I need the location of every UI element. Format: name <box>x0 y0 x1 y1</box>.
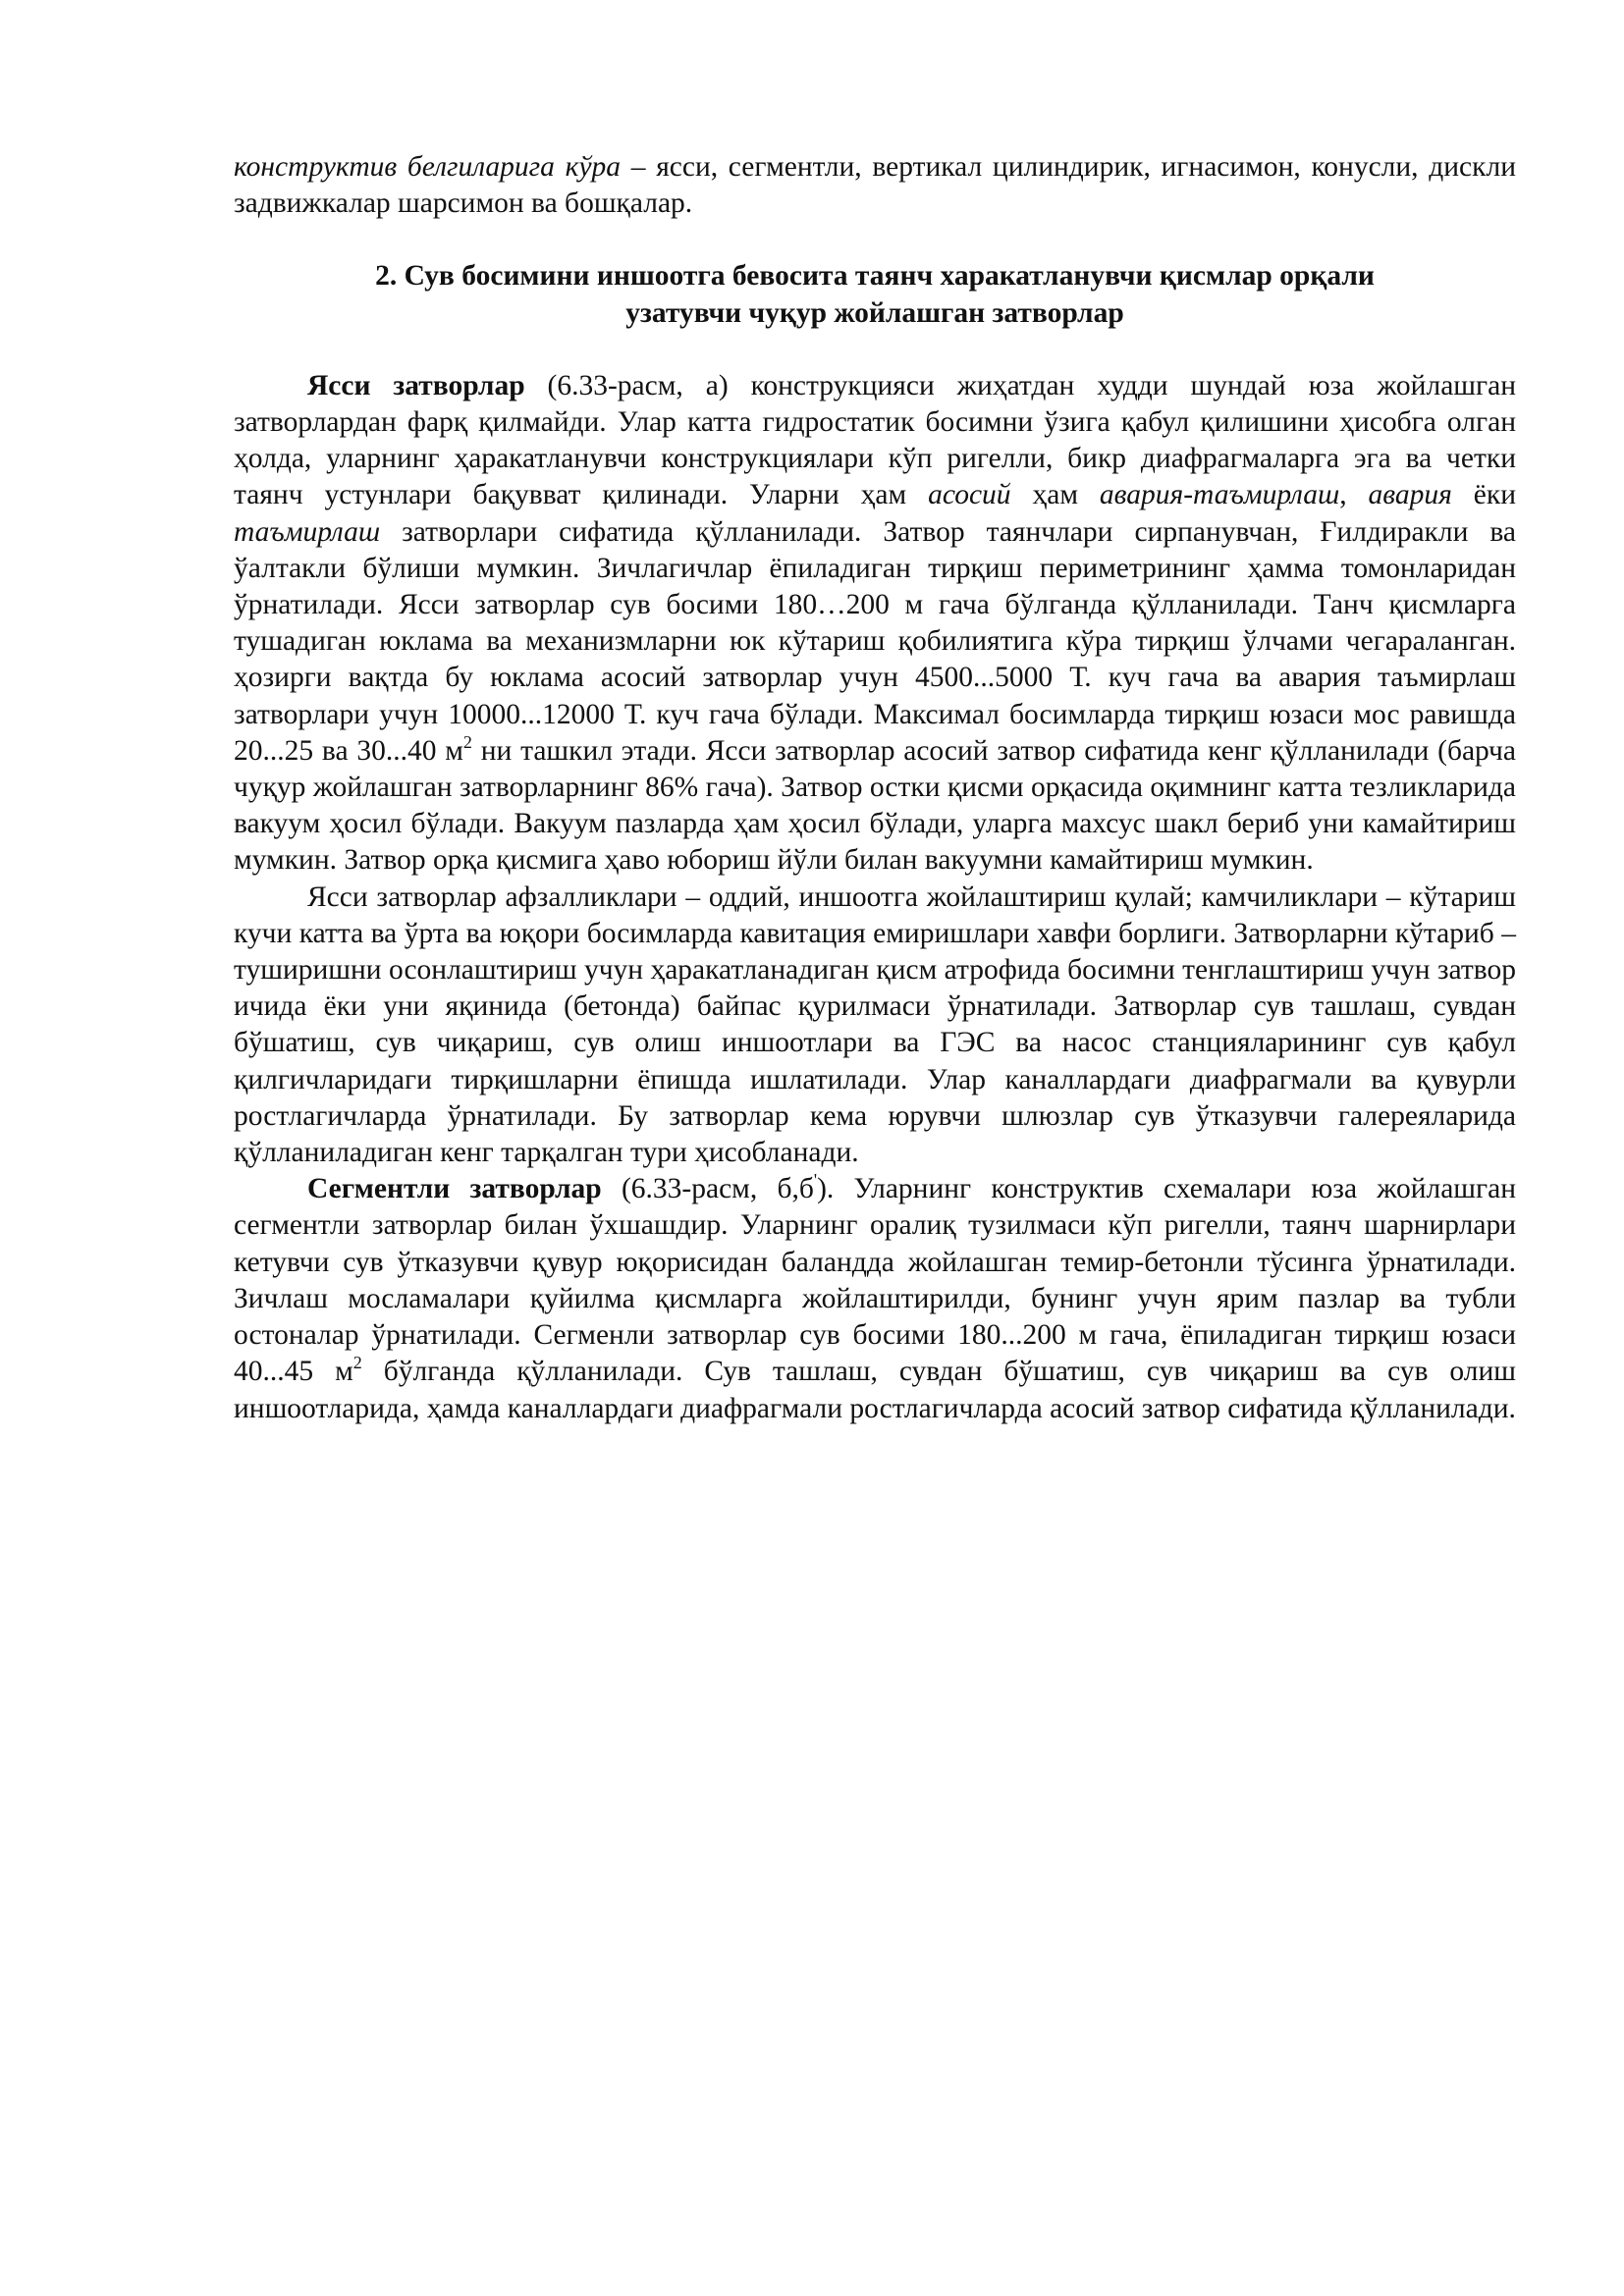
superscript-prime: ' <box>813 1170 818 1191</box>
document-page <box>234 149 1516 1427</box>
paragraph-segment-gates <box>234 1171 1516 1426</box>
flat-gates-italic-repair: таъмирлаш <box>234 515 381 548</box>
paragraph-flat-gates <box>234 368 1516 880</box>
intro-italic-lead: конструктив белгиларига кўра <box>234 151 622 183</box>
paragraph-flat-gates-advantages <box>234 880 1516 1172</box>
segment-gates-term: Сегментли затворлар <box>307 1173 602 1205</box>
flat-gates-text-2: ҳам <box>1010 479 1100 511</box>
section-heading <box>234 258 1516 331</box>
flat-gates-italic-emergency: авария <box>1368 479 1452 511</box>
intro-paragraph <box>234 149 1516 222</box>
flat-gates-term: Ясси затворлар <box>307 369 525 401</box>
flat-gates-text-3: , <box>1339 479 1369 511</box>
advantages-text: Ясси затворлар афзалликлари – оддий, иншоотга жойлаштириш қулай; камчиликлари – кўтариш кучи катта ва ўрта ва юқори босимларда кавитация емиришлари хавфи борлиги. Затворларни кўтариб – туширишни осонлаштириш учун ҳаракатланадиган қисм атрофида босимни тенглаштириш учун затвор ичида ёки уни яқинида (бетонда) байпас қурилмаси ўрнатилади. Затворлар сув ташлаш, сувдан бўшатиш, сув чиқариш, сув олиш иншоотлари ва ГЭС ва насос станцияларининг сув қабул қилгичларидаги тирқишларни ёпишда ишлатилади. Улар каналлардаги диафрагмали ва қувурли ростлагичларда ўрнатилади. Бу затворлар кема юрувчи шлюзлар сув ўтказувчи галереяларида қўлланиладиган кенг тарқалган тури ҳисобланади. <box>234 881 1516 1169</box>
flat-gates-text-6: ни ташкил этади. Ясси затворлар асосий затвор сифатида кенг қўлланилади (барча чуқур жойлашган затворларнинг 86% гача). Затвор остки қисми орқасида оқимнинг катта тезликларида вакуум ҳосил бўлади. Вакуум пазларда ҳам ҳосил бўлади, уларга махсус шакл бериб уни камайтириш мумкин. Затвор орқа қисмига ҳаво юбориш йўли билан вакуумни камайтириш мумкин. <box>234 734 1516 877</box>
section-heading-line-1: 2. Сув босимини иншоотга бевосита таянч харакатланувчи қисмлар орқали <box>375 260 1375 293</box>
superscript-2: 2 <box>352 1353 362 1373</box>
flat-gates-text-5: затворлари сифатида қўлланилади. Затвор таянчлари сирпанувчан, Ғилдиракли ва ўалтакли бўлиши мумкин. Зичлагичлар ёпиладиган тирқиш периметрининг ҳамма томонларидан ўрнатилади. Ясси затворлар сув босими 180…200 м гача бўлганда қўлланилади. Танч қисмларга тушадиган юклама ва механизмларни юк кўтариш қобилиятига кўра тирқиш ўлчами чегараланган. ҳозирги вақтда бу юклама асосий затворлар учун 4500...5000 Т. куч гача ва авария таъмирлаш затворлари учун 10000...12000 Т. куч гача бўлади. Максимал босимларда тирқиш юзаси мос равишда 20...25 ва 30...40 м <box>234 515 1516 767</box>
flat-gates-italic-main: асосий <box>928 479 1011 511</box>
superscript-2: 2 <box>462 731 472 752</box>
segment-gates-text-3: бўлганда қўлланилади. Сув ташлаш, сувдан бўшатиш, сув чиқариш ва сув олиш иншоотларида, ҳамда каналлардаги диафрагмали ростлагичларда асосий затвор сифатида қўлланилади. <box>234 1356 1516 1424</box>
segment-gates-text-1: (6.33-расм, б,б <box>601 1173 814 1205</box>
segment-gates-text-2: ). Уларнинг конструктив схемалари юза жойлашган сегментли затворлар билан ўхшашдир. Уларнинг оралиқ тузилмаси кўп ригелли, таянч шарнирлари кетувчи сув ўтказувчи қувур юқорисидан баландда жойлашган темир-бетонли тўсинга ўрнатилади. Зичлаш мосламалари қуйилма қисмларга жойлаштирилди, бунинг учун ярим пазлар ва тубли остоналар ўрнатилади. Сегменли затворлар сув босими 180...200 м гача, ёпиладиган тирқиш юзаси 40...45 м <box>234 1173 1516 1388</box>
section-heading-line-2: узатувчи чуқур жойлашган затворлар <box>625 296 1124 329</box>
intro-text: – ясси, сегментли, вертикал цилиндирик, игнасимон, конусли, дискли задвижкалар шарсимон ва бошқалар. <box>234 151 1516 220</box>
flat-gates-italic-emergency-repair: авария-таъмирлаш <box>1099 479 1340 511</box>
flat-gates-text-1: (6.33-расм, а) конструкцияси жиҳатдан худди шундай юза жойлашган затворлардан фарқ қилмайди. Улар катта гидростатик босимни ўзига қабул қилишини ҳисобга олган ҳолда, уларнинг ҳаракатланувчи конструкциялари кўп ригелли, бикр диафрагмаларга эга ва четки таянч устунлари бақувват қилинади. Уларни ҳам <box>234 369 1516 511</box>
flat-gates-text-4: ёки <box>1451 479 1517 511</box>
